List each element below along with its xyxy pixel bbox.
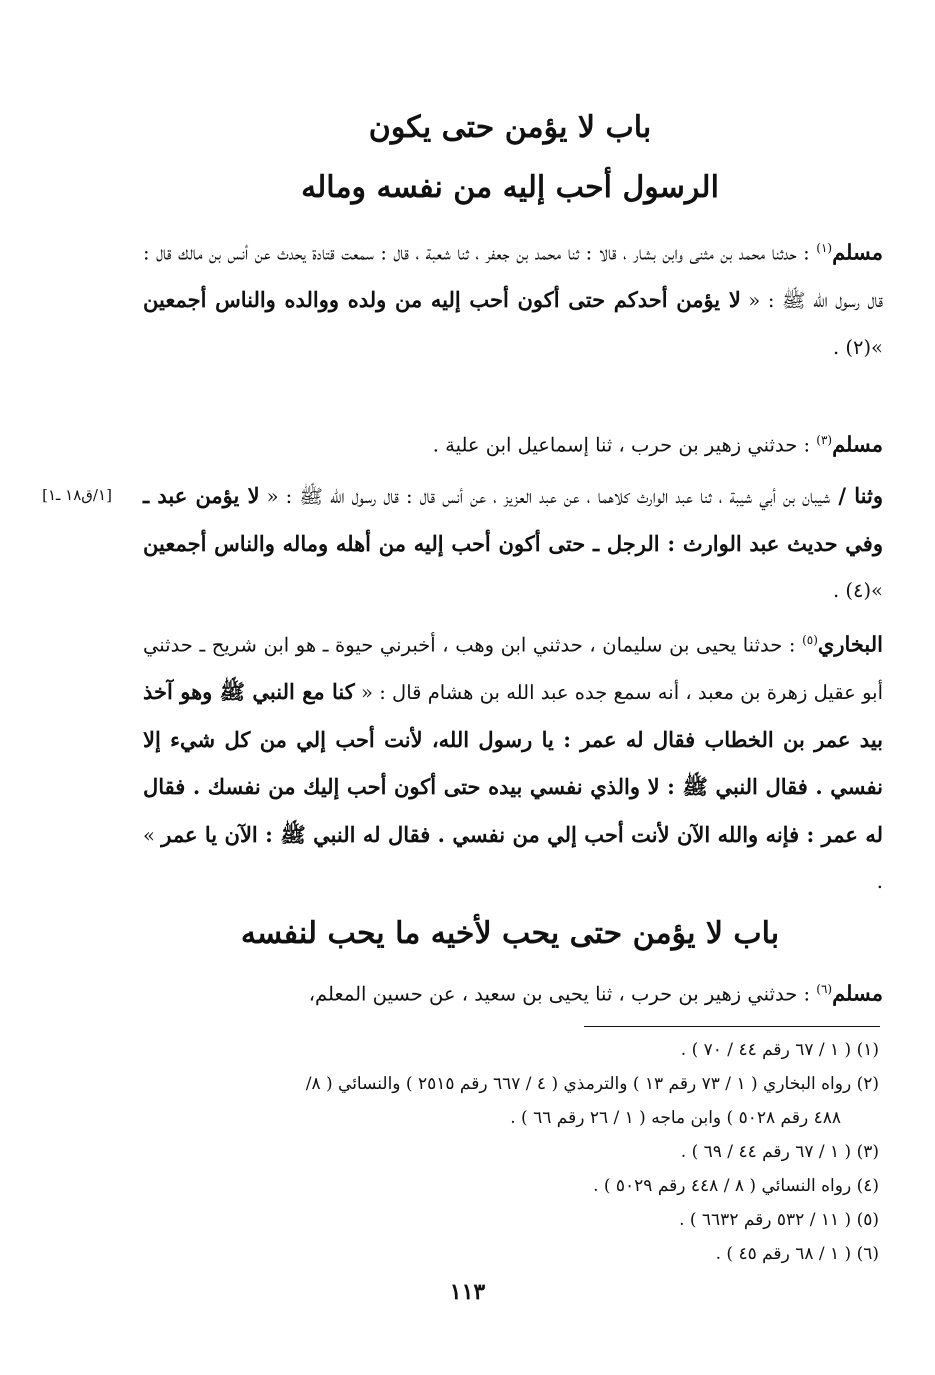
hadith-paragraph-2 [143,417,883,469]
footnote-ref: (٦) [816,982,833,996]
hadith-tail: » . [143,823,883,893]
narrator-lead: وثنا / [830,483,884,508]
hadith-paragraph-5 [143,966,883,1018]
chapter-heading-1-line-2: الرسول أحب إليه من نفسه وماله [301,170,719,205]
page-number: ١١٣ [449,1279,486,1305]
manuscript-folio-note: [١/ق١٨ ـ١] [42,486,112,504]
hadith-tail: »(٤) . [832,579,883,602]
footnote-3: (٣) ( ١ / ٦٧ رقم ٤٤ / ٦٩ ) . [680,1142,879,1162]
isnad-text: شيبان بن أبي شيبة ، ثنا عبد الوارث كلاهما ، عن عبد العزيز ، عن أنس قال : قال رسول الله ﷺ : « [259,485,831,508]
narrator-lead: البخاري [817,631,883,657]
footnote-2: (٢) رواه البخاري ( ١ / ٧٣ رقم ١٣ ) والترمذي ( ٤ / ٦٦٧ رقم ٢٥١٥ ) والنسائي ( ٨/ [305,1074,879,1094]
hadith-text: لا يؤمن أحدكم حتى أكون أحب إليه من ولده ووالده والناس أجمعين [143,287,741,312]
footnote-1: (١) ( ١ / ٦٧ رقم ٤٤ / ٧٠ ) . [680,1040,879,1060]
hadith-text: كنا مع النبي ﷺ وهو آخذ بيد عمر بن الخطاب فقال له عمر : يا رسول الله، لأنت أحب إلي من كل شيء إلا نفسي . فقال النبي ﷺ : لا والذي نفسي بيده حتى أكون أحب إليك من نفسك . فقال له عمر : فإنه والله الآن لأنت أحب إلي من نفسي . فقال له النبي ﷺ : الآن يا عمر [143,679,883,847]
hadith-text: لا يؤمن عبد ـ وفي حديث عبد الوارث : الرجل ـ حتى أكون أحب إليه من أهله وماله والناس أجمعين [143,483,883,556]
footnote-2-continued: ٤٨٨ رقم ٥٠٢٨ ) وابن ماجه ( ١ / ٢٦ رقم ٦٦ ) . [510,1108,841,1128]
isnad-text: : حدثنا محمد بن مثنى وابن بشار ، قالا : ثنا محمد بن جعفر ، ثنا شعبة ، قال : سمعت قتادة يحدث عن أنس بن مالك قال : قال رسول الله ﷺ : « [143,241,884,312]
narrator-lead: مسلم [832,239,883,265]
footnote-ref: (١) [816,241,833,255]
footnote-ref: (٣) [816,433,833,447]
footnote-separator [584,1026,880,1027]
isnad-text: : حدثني زهير بن حرب ، ثنا يحيى بن سعيد ، عن حسين المعلم، [308,982,817,1006]
footnote-5: (٥) ( ١١ / ٥٣٢ رقم ٦٦٣٢ ) . [679,1210,879,1230]
footnote-4: (٤) رواه النسائي ( ٨ / ٤٤٨ رقم ٥٠٢٩ ) . [593,1176,879,1196]
hadith-paragraph-3 [143,473,883,615]
chapter-heading-1-line-1: باب لا يؤمن حتى يكون [368,110,652,145]
footnote-ref: (٥) [802,633,818,647]
isnad-text: : حدثنا يحيى بن سليمان ، حدثني ابن وهب ، أخبرني حيوة ـ هو ابن شريح ـ حدثني أبو عقيل زهرة بن معبد ، أنه سمع جده عبد الله بن هشام قال : « [143,633,883,704]
narrator-lead: مسلم [832,431,883,457]
footnotes [139,1033,879,1271]
narrator-lead: مسلم [832,980,883,1006]
hadith-tail: »(٢) . [832,335,883,359]
hadith-paragraph-1 [143,225,883,371]
isnad-text: : حدثني زهير بن حرب ، ثنا إسماعيل ابن علية . [432,433,817,457]
hadith-paragraph-4 [143,617,883,906]
footnote-6: (٦) ( ١ / ٦٨ رقم ٤٥ ) . [715,1244,879,1264]
chapter-heading-2: باب لا يؤمن حتى يحب لأخيه ما يحب لنفسه [240,916,780,951]
